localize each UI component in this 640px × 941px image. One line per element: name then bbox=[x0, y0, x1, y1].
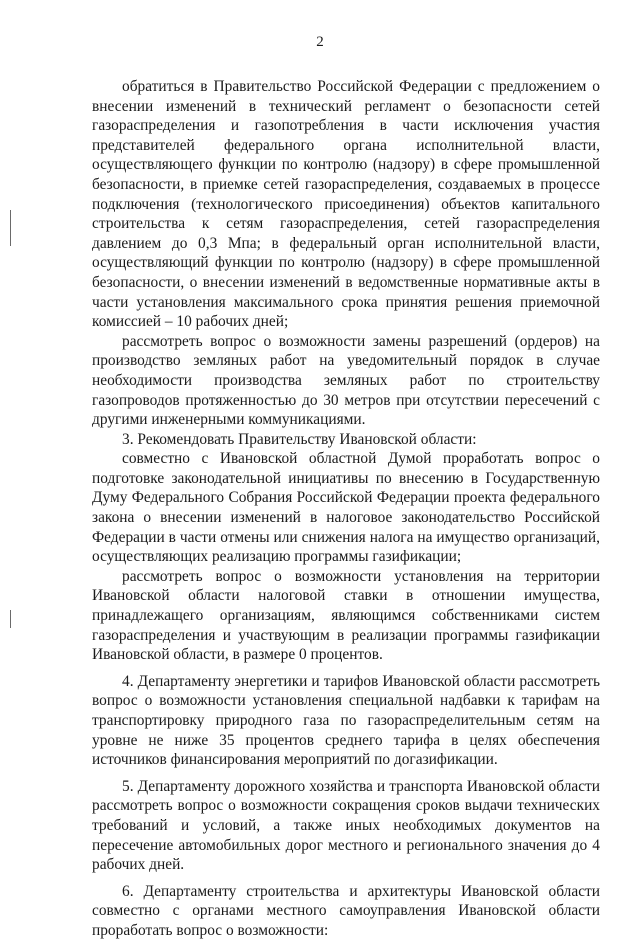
paragraph-earthworks-permits: рассмотреть вопрос о возможности замены разрешений (ордеров) на производство земляных работ на уведомительный порядок в случае необходимости производства земляных работ по строительству газопроводов протяженностью до 30 метров при отсутствии пересечений с другими инженерными коммуникациями. bbox=[92, 332, 600, 429]
page-number: 2 bbox=[316, 34, 324, 50]
paragraph-item-4: 4. Департаменту энергетики и тарифов Ивановской области рассмотреть вопрос о возможности установления специальной надбавки к тарифам на транспортировку природного газа по газораспределительным сетям на уровне не ниже 35 процентов среднего тарифа в целях обеспечения источников финансирования мероприятий по догазификации. bbox=[92, 672, 600, 769]
paragraph-item-6: 6. Департаменту строительства и архитектуры Ивановской области совместно с органами местного самоуправления Ивановской области проработать вопрос о возможности: bbox=[92, 882, 600, 939]
scan-edge-mark bbox=[10, 610, 11, 628]
paragraph-property-tax-rate: рассмотреть вопрос о возможности установления на территории Ивановской области налоговой ставки в отношении имущества, принадлежащего организациям, являющимся собственниками систем газораспределения и участвующим в реализации программы газификации Ивановской области, в размере 0 процентов. bbox=[92, 567, 600, 664]
document-body bbox=[92, 77, 600, 941]
paragraph-item-5: 5. Департаменту дорожного хозяйства и транспорта Ивановской области рассмотреть вопрос о возможности сокращения сроков выдачи технических требований и условий, а также иных необходимых документов на пересечение автомобильных дорог местного и регионального значения до 4 рабочих дней. bbox=[92, 777, 600, 874]
paragraph-government-proposal: обратиться в Правительство Российской Федерации с предложением о внесении изменений в технический регламент о безопасности сетей газораспределения и газопотребления в части исключения участия представителей федерального органа исполнительной власти, осуществляющего функции по контролю (надзору) в сфере промышленной безопасности, в приемке сетей газораспределения, создаваемых в процессе подключения (технологического присоединения) объектов капитального строительства к сетям газораспределения, сетей газораспределения давлением до 0,3 Мпа; в федеральный орган исполнительной власти, осуществляющий функции по контролю (надзору) в сфере промышленной безопасности, о внесении изменений в ведомственные нормативные акты в части установления максимального срока принятия решения приемочной комиссией – 10 рабочих дней; bbox=[92, 78, 600, 331]
scan-edge-mark bbox=[10, 210, 11, 246]
paragraph-legislative-initiative: совместно с Ивановской областной Думой проработать вопрос о подготовке законодательной инициативы по внесению в Государственную Думу Федерального Собрания Российской Федерации проекта федерального закона о внесении изменений в налоговое законодательство Российской Федерации в части отмены или снижения налога на имущество организаций, осуществляющих реализацию программы газификации; bbox=[92, 450, 600, 566]
paragraph-item-3: 3. Рекомендовать Правительству Ивановской области: bbox=[122, 430, 477, 448]
